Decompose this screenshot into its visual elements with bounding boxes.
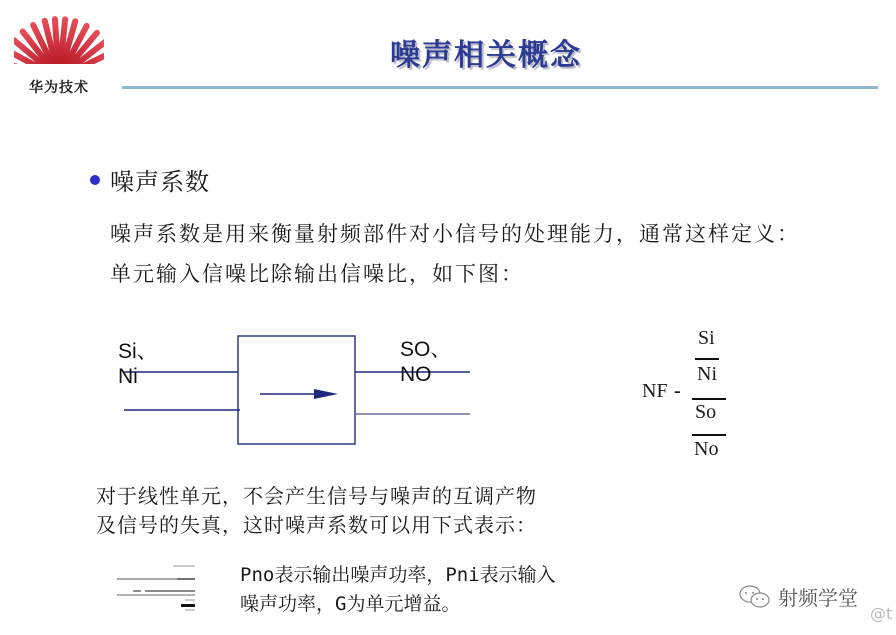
nf-formula <box>640 325 750 465</box>
definition-paragraph-2: 单元输入信噪比除输出信噪比，如下图： <box>110 262 524 286</box>
input-label: Si、Ni <box>118 340 158 388</box>
fraction-bar-small-bottom <box>692 434 726 436</box>
formula-si: Si <box>698 327 715 349</box>
definition-paragraph-1: 噪声系数是用来衡量射频部件对小信号的处理能力，通常这样定义： <box>110 222 800 246</box>
explanation-line-2: 及信号的失真，这时噪声系数可以用下式表示： <box>96 513 537 537</box>
cropped-formula-fragment <box>115 562 200 612</box>
variable-legend <box>240 561 556 619</box>
watermark-tail: @t <box>870 604 893 623</box>
fraction-bar-main <box>692 398 726 400</box>
formula-so: So <box>695 401 717 423</box>
page-title: 噪声相关概念 <box>390 38 582 73</box>
explanation-line-1: 对于线性单元，不会产生信号与噪声的互调产物 <box>96 484 537 508</box>
watermark <box>738 582 858 611</box>
legend-line-1: Pno表示输出噪声功率，Pni表示输入 <box>240 564 556 586</box>
formula-no: No <box>694 438 719 460</box>
formula-nf: NF <box>642 380 668 402</box>
bullet-icon <box>90 175 100 185</box>
watermark-text: 射频学堂 <box>778 586 858 610</box>
logo-text: 华为技术 <box>29 80 89 96</box>
formula-ni: Ni <box>697 363 717 385</box>
wechat-icon <box>738 584 772 610</box>
explanation-text <box>96 482 537 540</box>
header-divider <box>122 86 878 89</box>
fraction-bar-small-top <box>695 358 719 360</box>
section-heading: 噪声系数 <box>110 168 210 196</box>
formula-operator: - <box>674 380 681 402</box>
output-label: SO、NO <box>400 338 452 386</box>
legend-line-2: 噪声功率，G为单元增益。 <box>240 593 461 615</box>
fan-logo-icon <box>14 8 104 80</box>
arrow-right-icon <box>314 389 338 399</box>
